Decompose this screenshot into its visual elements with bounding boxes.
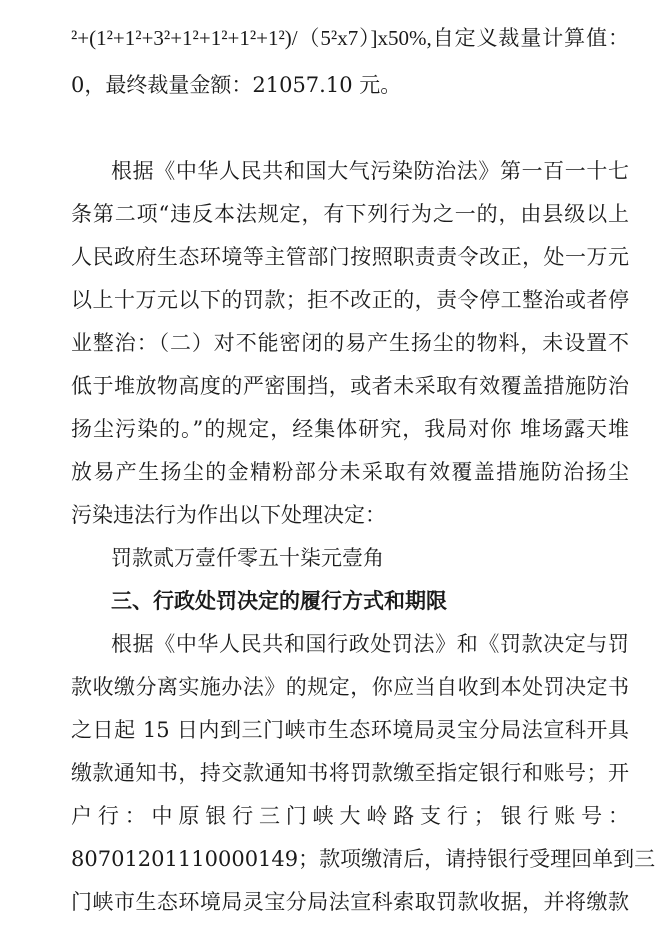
paragraph-line: 80701201110000149；款项缴清后，请持银行受理回单到三 — [71, 847, 656, 871]
paragraph-line: 污染违法行为作出以下处理决定： — [71, 503, 386, 527]
paragraph-line: 根据《中华人民共和国大气污染防治法》第一百一十七 — [111, 159, 629, 183]
paragraph-line: 门峡市生态环境局灵宝分局法宣科索取罚款收据，并将缴款 — [71, 890, 629, 914]
paragraph-line: 扬尘污染的。”的规定，经集体研究，我局对你 堆场露天堆 — [71, 417, 629, 441]
final-amount-line: 0，最终裁量金额：21057.10 元。 — [71, 73, 402, 97]
penalty-amount: 罚款贰万壹仟零五十柒元壹角 — [111, 546, 384, 570]
paragraph-line: 低于堆放物高度的严密围挡，或者未采取有效覆盖措施防治 — [71, 374, 629, 398]
paragraph-line: 根据《中华人民共和国行政处罚法》和《罚款决定与罚 — [111, 632, 629, 656]
paragraph-line: 之日起 15 日内到三门峡市生态环境局灵宝分局法宣科开具 — [71, 718, 629, 742]
paragraph-line: 缴款通知书，持交款通知书将罚款缴至指定银行和账号；开 — [71, 761, 629, 785]
paragraph-line: 业整治：（二）对不能密闭的易产生扬尘的物料，未设置不 — [71, 331, 629, 355]
paragraph-line: 条第二项“违反本法规定，有下列行为之一的，由县级以上 — [71, 202, 629, 226]
section-heading: 三、行政处罚决定的履行方式和期限 — [111, 589, 447, 613]
paragraph-line: 款收缴分离实施办法》的规定，你应当自收到本处罚决定书 — [71, 675, 629, 699]
paragraph-line: 放易产生扬尘的金精粉部分未采取有效覆盖措施防治扬尘 — [71, 460, 629, 484]
formula-continuation-line: ²+(1²+1²+3²+1²+1²+1²+1²)/（5²x7）]x50%,自定义裁量计算值： — [71, 26, 629, 50]
paragraph-line: 户行：中原银行三门峡大岭路支行；银行账号： — [71, 804, 629, 828]
paragraph-line: 以上十万元以下的罚款；拒不改正的，责令停工整治或者停 — [71, 288, 629, 312]
paragraph-line: 人民政府生态环境等主管部门按照职责责令改正，处一万元 — [71, 245, 629, 269]
